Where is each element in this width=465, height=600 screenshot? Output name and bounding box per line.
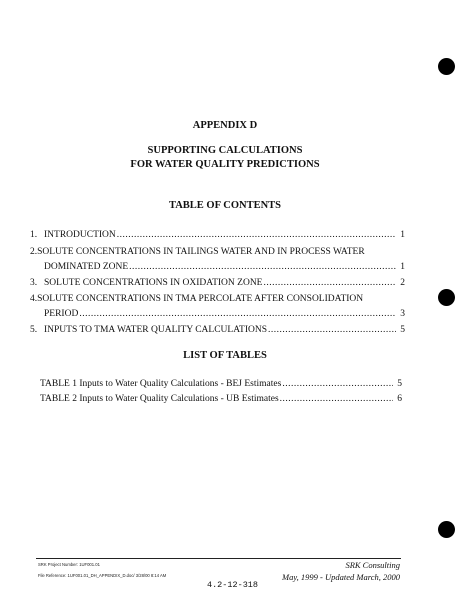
toc-entry-page: 1 — [400, 262, 405, 272]
punch-hole-middle — [438, 289, 455, 306]
toc-leader-dots — [268, 324, 396, 336]
toc-entry-5[interactable] — [30, 324, 405, 336]
lot-leader-dots — [282, 378, 393, 390]
toc-leader-dots — [79, 308, 396, 320]
punch-hole-bottom — [438, 521, 455, 538]
toc-entry-title: DOMINATED ZONE — [44, 262, 129, 272]
lot-entry-1[interactable] — [40, 378, 402, 390]
list-of-tables-heading: LIST OF TABLES — [183, 350, 267, 361]
footer-company: SRK Consulting — [345, 560, 400, 570]
appendix-title: APPENDIX D — [192, 120, 258, 131]
lot-entry-2[interactable] — [40, 393, 402, 405]
toc-leader-dots — [117, 229, 396, 241]
toc-leader-dots — [263, 277, 396, 289]
toc-entry-2[interactable] — [30, 246, 405, 273]
toc-entry-page: 2 — [400, 278, 405, 288]
toc-entry-number: 2. — [30, 247, 38, 257]
toc-heading: TABLE OF CONTENTS — [168, 200, 282, 211]
toc-entry-page: 5 — [400, 325, 405, 335]
toc-entry-page: 3 — [400, 309, 405, 319]
lot-entry-page: 5 — [397, 379, 402, 389]
toc-entry-number: 5. — [30, 325, 38, 335]
toc-entry-3[interactable] — [30, 277, 405, 289]
footer-file-reference: File Reference: 1UF001.01_DH_APPENDIX_D.doc/ 3/28/00 8:14 AM — [38, 573, 167, 578]
toc-entry-page: 1 — [400, 230, 405, 240]
toc-entry-number: 4. — [30, 294, 38, 304]
toc-leader-dots — [129, 261, 396, 273]
toc-entry-number: 3. — [30, 278, 38, 288]
toc-entry-title: SOLUTE CONCENTRATIONS IN OXIDATION ZONE — [44, 278, 263, 288]
toc-entry-title: INTRODUCTION — [44, 230, 116, 240]
footer-rule — [36, 558, 401, 559]
footer-project-number: SRK Project Number: 1UF001.01 — [38, 562, 100, 567]
subtitle-line-1: SUPPORTING CALCULATIONS — [147, 145, 303, 156]
toc-entry-title-line1: SOLUTE CONCENTRATIONS IN TMA PERCOLATE AFTER CONSOLIDATION — [37, 294, 364, 304]
page-stamp: 4.2-12-318 — [206, 580, 258, 590]
subtitle-line-2: FOR WATER QUALITY PREDICTIONS — [130, 159, 320, 170]
toc-entry-title: INPUTS TO TMA WATER QUALITY CALCULATIONS — [44, 325, 267, 335]
punch-hole-top — [438, 58, 455, 75]
lot-entry-title: TABLE 1 Inputs to Water Quality Calculations - BEJ Estimates — [40, 379, 282, 389]
lot-entry-page: 6 — [397, 394, 402, 404]
lot-leader-dots — [280, 393, 393, 405]
list-of-tables — [40, 378, 402, 405]
toc-entry-1[interactable] — [30, 229, 405, 241]
toc-entry-4[interactable] — [30, 293, 405, 320]
toc-entry-number: 1. — [30, 230, 38, 240]
lot-entry-title: TABLE 2 Inputs to Water Quality Calculations - UB Estimates — [40, 394, 279, 404]
table-of-contents — [30, 229, 405, 336]
toc-entry-title-line1: SOLUTE CONCENTRATIONS IN TAILINGS WATER AND IN PROCESS WATER — [37, 247, 365, 257]
toc-entry-title: PERIOD — [44, 309, 79, 319]
footer-date: May, 1999 - Updated March, 2000 — [282, 572, 400, 582]
